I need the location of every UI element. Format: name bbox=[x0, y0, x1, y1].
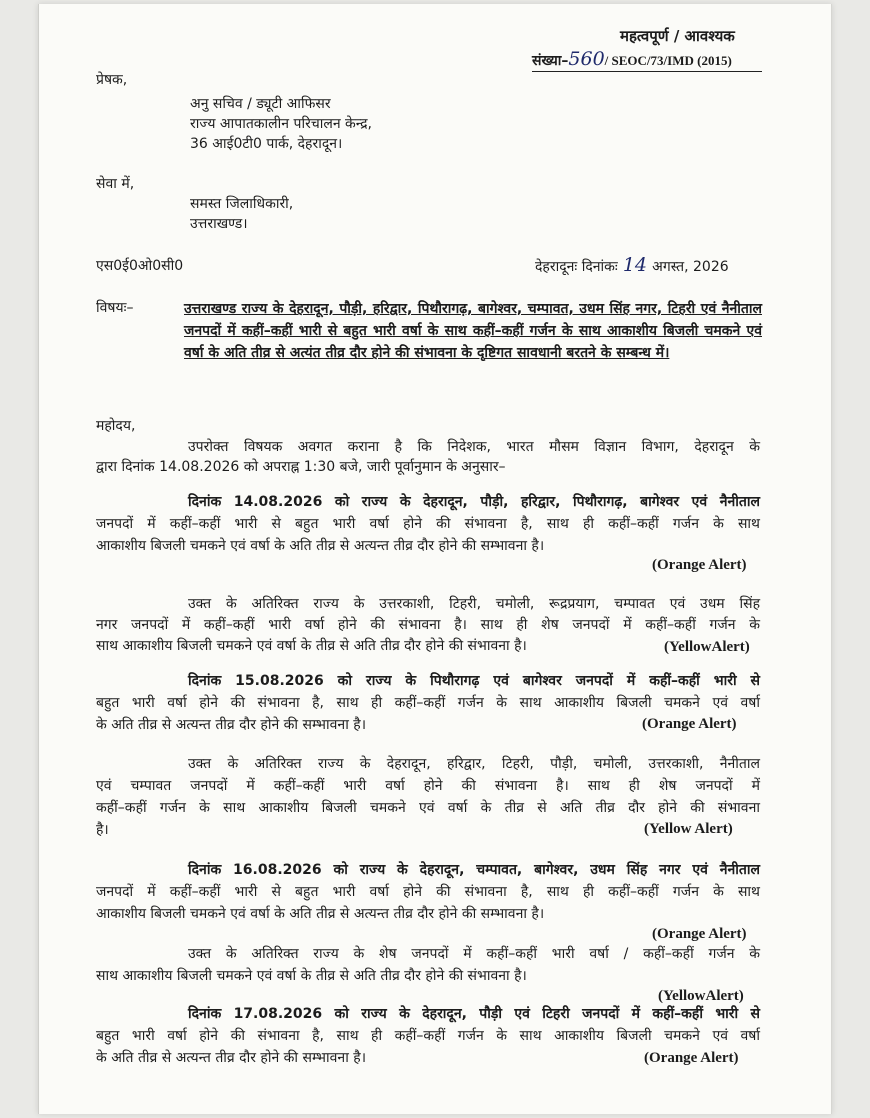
para1-line-1: दिनांक 14.08.2026 को राज्य के देहरादून, पौड़ी, हरिद्वार, पिथौरागढ़, बागेश्वर एवं नैनीताल bbox=[188, 494, 760, 510]
para2-line-2: नगर जनपदों में कहीं–कहीं भारी वर्षा होने की संभावना है। साथ ही शेष जनपदों में कहीं–कहीं गर्जन के bbox=[96, 617, 760, 633]
para5-line-1: दिनांक 16.08.2026 को राज्य के देहरादून, चम्पावत, बागेश्वर, उधम सिंह नगर एवं नैनीताल bbox=[188, 862, 760, 878]
para4-alert: (Yellow Alert) bbox=[644, 821, 733, 837]
subject-text: उत्तराखण्ड राज्य के देहरादून, पौड़ी, हरिद्वार, पिथौरागढ़, बागेश्वर, चम्पावत, उधम सिंह नगर, टिहरी एवं नैनीताल जनपदों में कहीं–कहीं भारी से बहुत भारी वर्षा के साथ कहीं–कहीं गर्जन के साथ आकाशीय बिजली चमकने एवं वर्षा के अति तीव्र से अत्यंत तीव्र दौर होने की संभावना के दृष्टिगत सावधानी बरतने के सम्बन्ध में। bbox=[184, 301, 762, 361]
para3-alert: (Orange Alert) bbox=[642, 716, 737, 732]
recipient-designation: समस्त जिलाधिकारी, bbox=[190, 196, 294, 212]
handwritten-ref-number: 560 bbox=[568, 48, 605, 70]
para7-line-3: के अति तीव्र से अत्यन्त तीव्र दौर होने की सम्भावना है। bbox=[96, 1050, 367, 1066]
para7-alert: (Orange Alert) bbox=[644, 1050, 739, 1066]
office-code: एस0ई0ओ0सी0 bbox=[96, 258, 184, 274]
para3-line-1: दिनांक 15.08.2026 को राज्य के पिथौरागढ़ एवं बागेश्वर जनपदों में कहीं–कहीं भारी से bbox=[188, 673, 760, 689]
reference-prefix: संख्या– bbox=[532, 53, 569, 69]
sender-address: 36 आई0टी0 पार्क, देहरादून। bbox=[190, 136, 343, 152]
letter-date bbox=[535, 254, 729, 277]
salutation: महोदय, bbox=[96, 418, 136, 434]
reference-suffix: / SEOC/73/IMD (2015) bbox=[604, 53, 732, 68]
recipient-label: सेवा में, bbox=[96, 176, 135, 192]
para3-line-3: के अति तीव्र से अत्यन्त तीव्र दौर होने की सम्भावना है। bbox=[96, 717, 367, 733]
para4-line-4: है। bbox=[96, 822, 109, 838]
sender-label: प्रेषक, bbox=[96, 72, 128, 88]
sender-designation: अनु सचिव / ड्यूटी आफिसर bbox=[190, 96, 331, 112]
para3-line-2: बहुत भारी वर्षा होने की संभावना है, साथ ही कहीं–कहीं गर्जन के साथ आकाशीय बिजली चमकने एवं वर्षा bbox=[96, 695, 760, 711]
para4-line-3: कहीं–कहीं गर्जन के साथ आकाशीय बिजली चमकने एवं वर्षा के तीव्र से अति तीव्र दौर होने की संभावना bbox=[96, 800, 760, 816]
reference-number bbox=[532, 48, 732, 71]
sender-office: राज्य आपातकालीन परिचालन केन्द्र, bbox=[190, 116, 373, 132]
date-month-year: अगस्त, 2026 bbox=[652, 259, 729, 275]
recipient-state: उत्तराखण्ड। bbox=[190, 216, 248, 232]
para5-line-3: आकाशीय बिजली चमकने एवं वर्षा के अति तीव्र से अत्यन्त तीव्र दौर होने की सम्भावना है। bbox=[96, 906, 545, 922]
para2-alert: (YellowAlert) bbox=[664, 639, 750, 655]
para7-line-1: दिनांक 17.08.2026 को राज्य के देहरादून, पौड़ी एवं टिहरी जनपदों में कहीं–कहीं भारी से bbox=[188, 1006, 760, 1022]
para4-line-2: एवं चम्पावत जनपदों में कहीं–कहीं भारी वर्षा होने की संभावना है। साथ ही शेष जनपदों में bbox=[96, 778, 760, 794]
para6-line-1: उक्त के अतिरिक्त राज्य के शेष जनपदों में कहीं–कहीं भारी वर्षा / कहीं–कहीं गर्जन के bbox=[188, 946, 760, 962]
handwritten-date-day: 14 bbox=[622, 254, 648, 276]
para6-alert: (YellowAlert) bbox=[658, 988, 744, 1004]
intro-line-2: द्वारा दिनांक 14.08.2026 को अपराह्न 1:30 बजे, जारी पूर्वानुमान के अनुसार– bbox=[96, 459, 506, 475]
para6-line-2: साथ आकाशीय बिजली चमकने एवं वर्षा के तीव्र से अति तीव्र दौर होने की संभावना है। bbox=[96, 968, 527, 984]
intro-line-1: उपरोक्त विषयक अवगत कराना है कि निदेशक, भारत मौसम विज्ञान विभाग, देहरादून के bbox=[188, 439, 760, 455]
date-prefix: देहरादूनः दिनांकः bbox=[535, 259, 618, 275]
para7-line-2: बहुत भारी वर्षा होने की संभावना है, साथ ही कहीं–कहीं गर्जन के साथ आकाशीय बिजली चमकने एवं वर्षा bbox=[96, 1028, 760, 1044]
para2-line-3: साथ आकाशीय बिजली चमकने एवं वर्षा के तीव्र से अति तीव्र दौर होने की संभावना है। bbox=[96, 638, 527, 654]
para1-line-2: जनपदों में कहीं–कहीं भारी से बहुत भारी वर्षा होने की संभावना है, साथ ही कहीं–कहीं गर्जन के साथ bbox=[96, 516, 760, 532]
para2-line-1: उक्त के अतिरिक्त राज्य के उत्तरकाशी, टिहरी, चमोली, रूद्रप्रयाग, चम्पावत एवं उधम सिंह bbox=[188, 596, 760, 612]
reference-underline bbox=[532, 71, 762, 72]
para1-alert: (Orange Alert) bbox=[652, 557, 747, 573]
para1-line-3: आकाशीय बिजली चमकने एवं वर्षा के अति तीव्र से अत्यन्त तीव्र दौर होने की सम्भावना है। bbox=[96, 538, 545, 554]
subject-label: विषयः– bbox=[96, 300, 134, 316]
priority-label: महत्वपूर्ण / आवश्यक bbox=[620, 27, 735, 45]
para5-line-2: जनपदों में कहीं–कहीं भारी से बहुत भारी वर्षा होने की संभावना है, साथ ही कहीं–कहीं गर्जन के साथ bbox=[96, 884, 760, 900]
para4-line-1: उक्त के अतिरिक्त राज्य के देहरादून, हरिद्वार, टिहरी, पौड़ी, चमोली, उत्तरकाशी, नैनीताल bbox=[188, 756, 760, 772]
para5-alert: (Orange Alert) bbox=[652, 926, 747, 942]
